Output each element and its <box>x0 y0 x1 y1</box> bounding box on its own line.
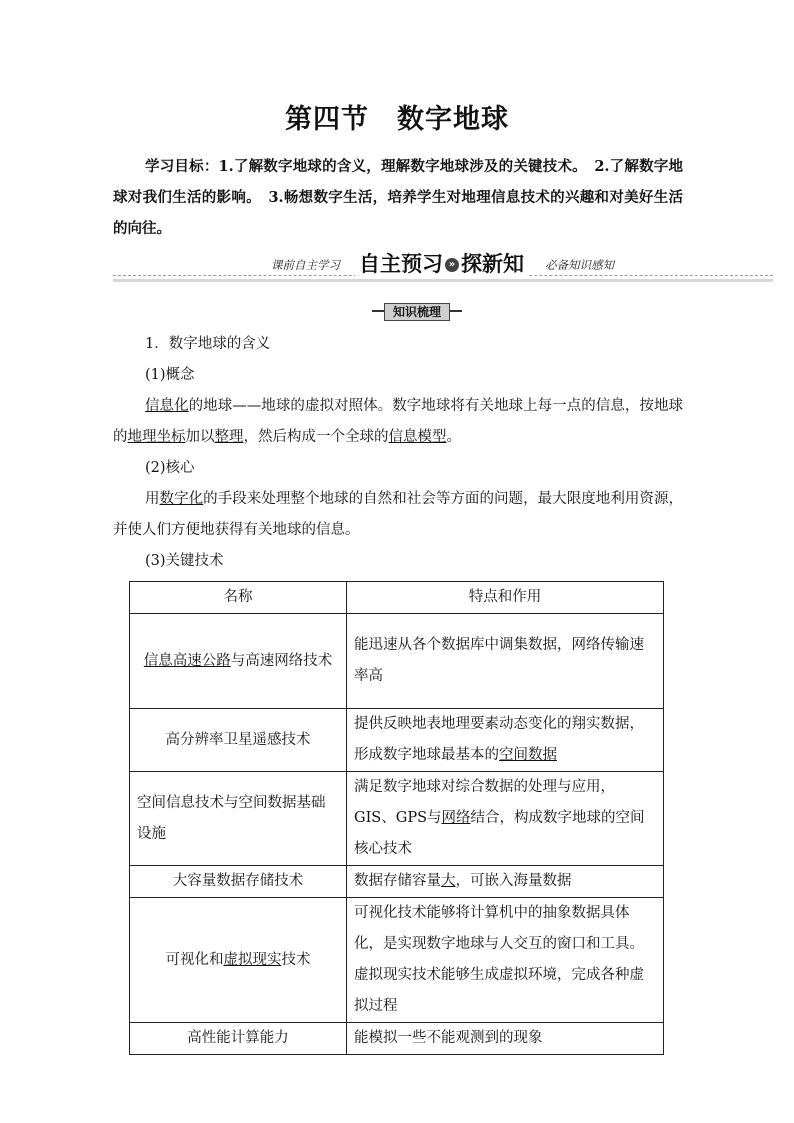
table-row <box>130 866 664 898</box>
row-name: 空间信息技术与空间数据基础设施 <box>130 772 347 866</box>
row-name-text: 可视化和 <box>165 951 224 968</box>
blank-spatial-data: 空间数据 <box>499 747 557 763</box>
row-desc-text: 提供反映地表地理要素动态变化的翔实数据，形成数字地球最基本的 <box>354 716 644 763</box>
key-tech-table <box>129 581 664 1055</box>
row-name <box>130 898 347 1023</box>
row-desc <box>347 709 664 772</box>
row-name: 高性能计算能力 <box>130 1023 347 1055</box>
table-row <box>130 709 664 772</box>
row-desc <box>347 866 664 898</box>
table-row <box>130 772 664 866</box>
section-tag <box>372 303 462 319</box>
tag-label: 知识梳理 <box>384 303 450 321</box>
concept-text-3: ，然后构成一个全球的 <box>243 429 389 445</box>
title-part2: 数字地球 <box>397 104 509 135</box>
header-desc: 特点和作用 <box>347 582 664 614</box>
row-desc-text: 数据存储容量 <box>354 873 441 889</box>
core-paragraph <box>113 484 683 546</box>
row-desc: 可视化技术能够将计算机中的抽象数据具体化，是实现数字地球与人交互的窗口和工具。虚拟现实技术能够生成虚拟环境，完成各种虚拟过程 <box>347 898 664 1023</box>
row-desc-text: 满足数字地球对综合数据的处理与应用，GIS、GPS与 <box>354 779 615 826</box>
blank-digitization: 数字化 <box>159 491 204 507</box>
table-row <box>130 898 664 1023</box>
page-title <box>0 97 794 136</box>
heading-1: 1．数字地球的含义 <box>145 336 271 352</box>
core-text-1: 用 <box>145 491 160 507</box>
concept-paragraph <box>113 391 683 453</box>
heading-1-2: (2)核心 <box>145 460 195 476</box>
banner-main1: 自主预习 <box>359 252 443 276</box>
row-desc-text-2: 结合，构成数字地球的空间核心技术 <box>354 810 645 857</box>
blank-info-highway: 信息高速公路 <box>143 652 231 669</box>
table-row <box>130 1023 664 1055</box>
row-name <box>130 614 347 709</box>
heading-1-3: (3)关键技术 <box>145 553 224 569</box>
blank-network: 网络 <box>441 810 471 826</box>
table-row <box>130 614 664 709</box>
double-arrow-icon: » <box>445 258 459 272</box>
row-desc: 能迅速从各个数据库中调集数据，网络传输速率高 <box>347 614 664 709</box>
banner-right-label: 必备知识感知 <box>545 258 614 272</box>
heading-1-1: (1)概念 <box>145 367 195 383</box>
row-desc: 能模拟一些不能观测到的现象 <box>347 1023 664 1055</box>
banner-main2: 探新知 <box>461 252 524 276</box>
row-name-text-2: 技术 <box>281 951 311 968</box>
blank-large: 大 <box>441 873 456 889</box>
learning-goals: 学习目标：1.了解数字地球的含义，理解数字地球涉及的关键技术。 2.了解数字地球对我们生活的影响。 3.畅想数字生活，培养学生对地理信息技术的兴趣和对美好生活的向往。 <box>113 158 683 237</box>
blank-info-model: 信息模型 <box>388 429 447 445</box>
row-name: 高分辨率卫星遥感技术 <box>130 709 347 772</box>
blank-informatization: 信息化 <box>145 398 189 414</box>
banner-title <box>355 248 528 278</box>
row-name-text: 与高速网络技术 <box>230 652 333 669</box>
banner-shade <box>113 279 773 282</box>
title-part1: 第四节 <box>285 104 369 135</box>
concept-text-1: 的地球——地球的虚拟对照体。数字地球将有关地球上每一点的信息，按地球的 <box>113 398 684 445</box>
concept-text-2: 加以 <box>185 429 215 445</box>
blank-virtual-reality: 虚拟现实 <box>223 951 282 968</box>
blank-geo-coordinates: 地理坐标 <box>127 429 186 445</box>
blank-organize: 整理 <box>214 429 244 445</box>
core-text-2: 的手段来处理整个地球的自然和社会等方面的问题，最大限度地利用资源，并使人们方便地获得有关地球的信息。 <box>113 491 684 538</box>
banner-left-label: 课前自主学习 <box>271 258 340 272</box>
section-banner <box>113 248 773 288</box>
row-desc <box>347 772 664 866</box>
table-header-row <box>130 582 664 614</box>
row-name: 大容量数据存储技术 <box>130 866 347 898</box>
row-desc-text-2: ，可嵌入海量数据 <box>455 873 572 889</box>
header-name: 名称 <box>130 582 347 614</box>
concept-text-4: 。 <box>446 429 461 445</box>
